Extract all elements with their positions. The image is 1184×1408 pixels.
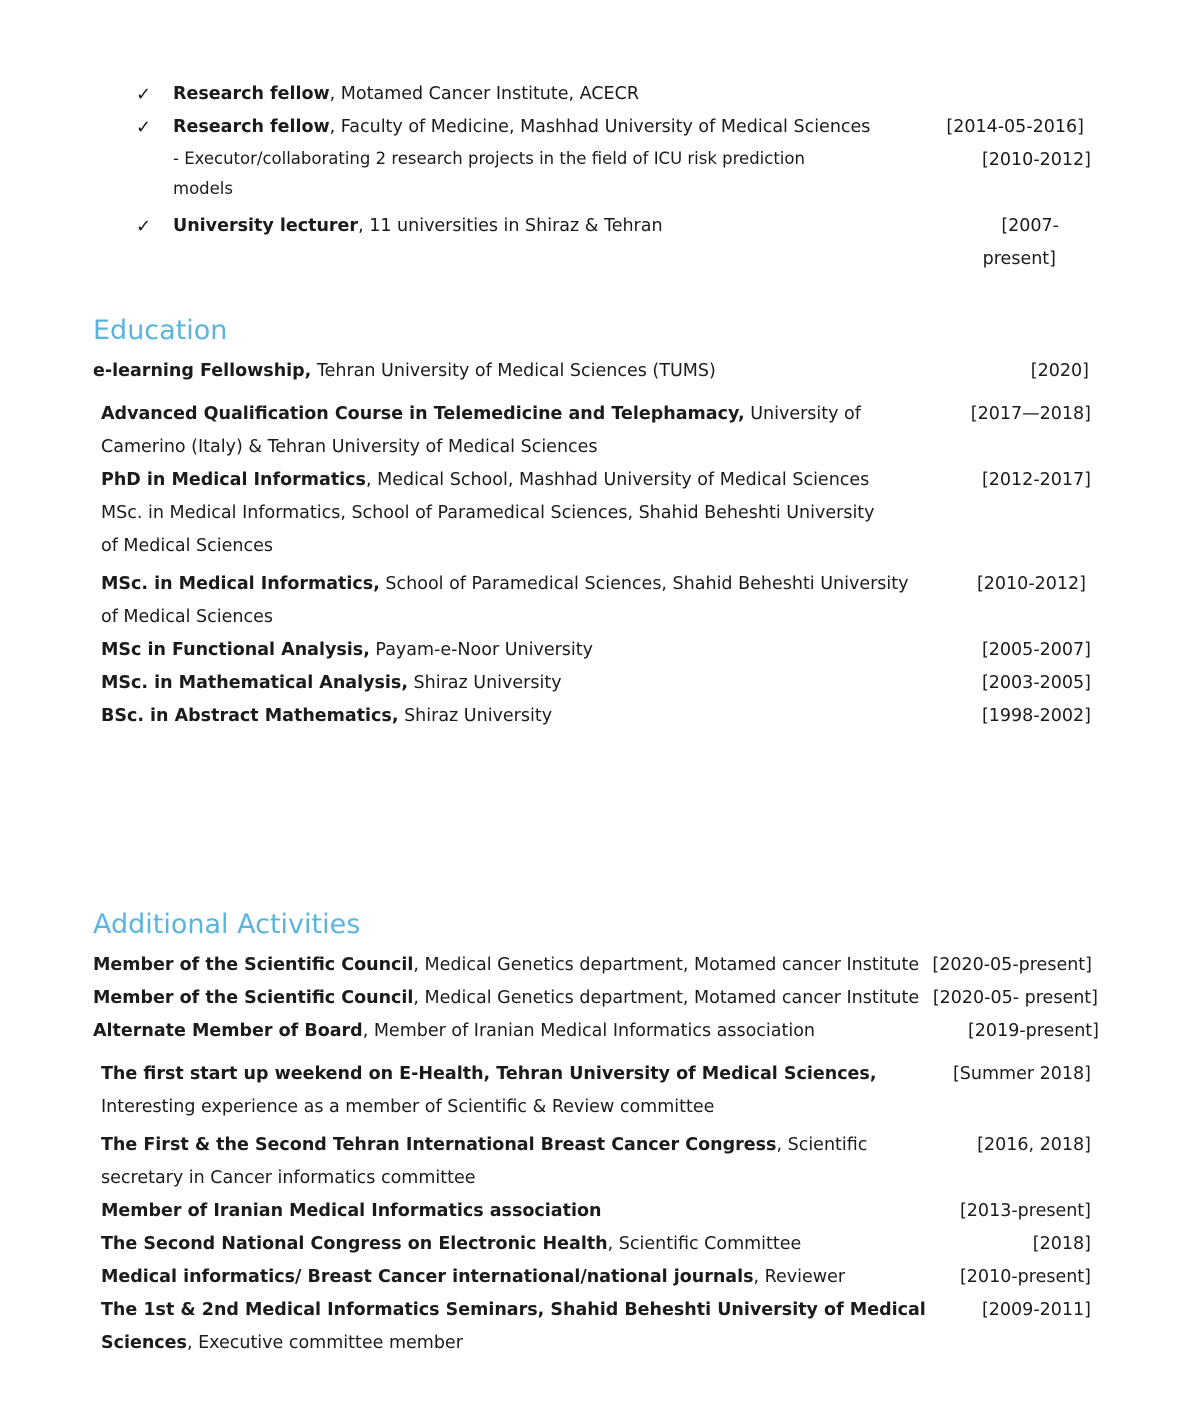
education-entry [101,404,861,424]
activity-title: Sciences [101,1333,187,1353]
degree-title: MSc. in Medical Informatics, [101,574,380,594]
job-detail: , 11 universities in Shiraz & Tehran [358,216,663,236]
education-entry [101,470,869,490]
checkmark-icon: ✓ [136,84,152,105]
education-entry [101,673,562,693]
activity-entry [101,1267,845,1287]
activity-detail: , Executive committee member [186,1333,463,1353]
education-entry: MSc. in Medical Informatics, School of Paramedical Sciences, Shahid Beheshti University [101,503,875,523]
degree-title: e-learning Fellowship, [93,361,312,381]
date-range: [2012-2017] [981,470,1091,490]
date-range: [2020-05- present] [932,988,1098,1008]
date-range: [2010-2012] [976,574,1086,594]
education-entry [93,361,716,381]
section-heading-activities: Additional Activities [93,909,361,940]
education-entry [101,706,552,726]
degree-title: MSc in Functional Analysis, [101,640,370,660]
activity-title: Alternate Member of Board [93,1021,363,1041]
date-range: [2007- [1001,216,1059,236]
degree-title: MSc. in Mathematical Analysis, [101,673,408,693]
activity-title: The first start up weekend on E-Health, Tehran University of Medical Sciences, [101,1064,877,1084]
job-title: Research fellow [173,117,330,137]
activity-title: Member of the Scientific Council [93,955,414,975]
date-range: [2013-present] [959,1201,1091,1221]
activity-detail: , Member of Iranian Medical Informatics association [362,1021,816,1041]
date-range: [Summer 2018] [952,1064,1091,1084]
date-range: [2019-present] [967,1021,1099,1041]
experience-entry [173,84,639,104]
degree-detail: School of Paramedical Sciences, Shahid Beheshti University [379,574,909,594]
degree-title: PhD in Medical Informatics [101,470,366,490]
job-detail: , Motamed Cancer Institute, ACECR [329,84,639,104]
degree-detail: University of [744,404,861,424]
date-range: [2003-2005] [981,673,1091,693]
education-entry [101,574,909,594]
job-title: University lecturer [173,216,359,236]
activity-entry [101,1064,877,1084]
date-range: [2018] [1032,1234,1091,1254]
degree-title: BSc. in Abstract Mathematics, [101,706,399,726]
experience-entry [173,117,870,137]
activity-detail-continued: Interesting experience as a member of Scientific & Review committee [101,1097,715,1117]
section-heading-education: Education [93,315,228,346]
degree-title: Advanced Qualification Course in Telemedicine and Telephamacy, [101,404,745,424]
checkmark-icon: ✓ [136,216,152,237]
date-range: [1998-2002] [981,706,1091,726]
degree-detail-continued: of Medical Sciences [101,536,273,556]
activity-entry [101,1135,867,1155]
activity-detail: , Medical Genetics department, Motamed cancer Institute [413,988,920,1008]
degree-detail-continued: Camerino (Italy) & Tehran University of Medical Sciences [101,437,598,457]
activity-entry [101,1300,926,1320]
degree-detail: Payam-e-Noor University [369,640,593,660]
job-note: - Executor/collaborating 2 research projects in the field of ICU risk prediction [173,149,805,168]
date-range: [2020] [1030,361,1089,381]
activity-detail-continued: secretary in Cancer informatics committee [101,1168,476,1188]
activity-title: Member of the Scientific Council [93,988,414,1008]
date-range: [2010-present] [959,1267,1091,1287]
activity-detail-continued [101,1333,463,1353]
date-range: [2017—2018] [970,404,1091,424]
activity-detail: , Reviewer [753,1267,846,1287]
experience-entry [173,216,663,236]
date-range: [2020-05-present] [932,955,1092,975]
checkmark-icon: ✓ [136,117,152,138]
date-range: [2010-2012] [981,150,1091,170]
activity-title: Member of Iranian Medical Informatics association [101,1201,602,1221]
activity-detail: , Medical Genetics department, Motamed cancer Institute [413,955,920,975]
degree-detail: Tehran University of Medical Sciences (TUMS) [311,361,716,381]
date-range: [2009-2011] [981,1300,1091,1320]
degree-detail-continued: of Medical Sciences [101,607,273,627]
date-range: present] [982,249,1056,269]
activity-detail: , Scientific [776,1135,868,1155]
activity-entry [101,1201,601,1221]
degree-detail: Shiraz University [398,706,553,726]
job-detail: , Faculty of Medicine, Mashhad University of Medical Sciences [329,117,871,137]
date-range: [2014-05-2016] [946,117,1084,137]
activity-title: The First & the Second Tehran International Breast Cancer Congress [101,1135,777,1155]
date-range: [2005-2007] [981,640,1091,660]
job-note: models [173,179,233,198]
activity-entry [93,1021,815,1041]
activity-entry [93,988,919,1008]
activity-title: The 1st & 2nd Medical Informatics Seminars, Shahid Beheshti University of Medical [101,1300,926,1320]
degree-detail: Shiraz University [407,673,562,693]
job-title: Research fellow [173,84,330,104]
activity-detail: , Scientific Committee [607,1234,802,1254]
education-entry [101,640,593,660]
activity-title: The Second National Congress on Electronic Health [101,1234,608,1254]
activity-title: Medical informatics/ Breast Cancer international/national journals [101,1267,754,1287]
degree-detail: , Medical School, Mashhad University of Medical Sciences [365,470,870,490]
date-range: [2016, 2018] [977,1135,1091,1155]
activity-entry [101,1234,801,1254]
activity-entry [93,955,919,975]
